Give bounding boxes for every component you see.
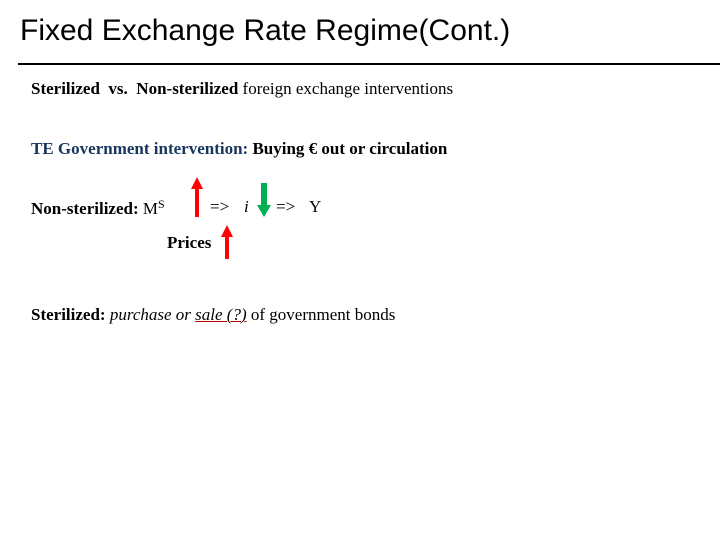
non-sterilized-term: Non-sterilized bbox=[136, 79, 239, 98]
interest-rate-symbol: i bbox=[244, 197, 249, 216]
vs-term: vs. bbox=[108, 79, 128, 98]
title-divider bbox=[18, 63, 720, 65]
intervention-action: Buying € out or circulation bbox=[252, 139, 448, 158]
intervention-description: foreign exchange interventions bbox=[238, 79, 454, 98]
sterilized-line bbox=[31, 305, 395, 325]
intervention-types-line bbox=[31, 79, 453, 99]
prices-up-arrow-icon bbox=[220, 224, 234, 260]
slide-title: Fixed Exchange Rate Regime(Cont.) bbox=[20, 14, 511, 47]
purchase-or-text: purchase or bbox=[109, 305, 196, 324]
sterilized-label: Sterilized: bbox=[31, 305, 106, 324]
implies-arrow-1: => bbox=[210, 197, 230, 216]
prices-label: Prices bbox=[167, 233, 212, 252]
interest-rate-down-arrow-icon bbox=[256, 182, 272, 218]
money-supply-superscript: S bbox=[158, 197, 165, 211]
government-intervention-line bbox=[31, 139, 447, 159]
bonds-text: of government bonds bbox=[246, 305, 396, 324]
implies-arrow-2: => bbox=[276, 197, 296, 216]
money-supply-symbol: $M^S$ bbox=[142, 197, 165, 218]
sale-text: sale (?) bbox=[195, 305, 247, 324]
non-sterilized-label: Non-sterilized: bbox=[31, 199, 139, 218]
non-sterilized-line bbox=[31, 197, 165, 219]
money-supply-up-arrow-icon bbox=[190, 176, 204, 218]
sterilized-term: Sterilized bbox=[31, 79, 100, 98]
intervention-label: TE Government intervention: bbox=[31, 139, 249, 158]
output-symbol: Y bbox=[309, 197, 322, 216]
